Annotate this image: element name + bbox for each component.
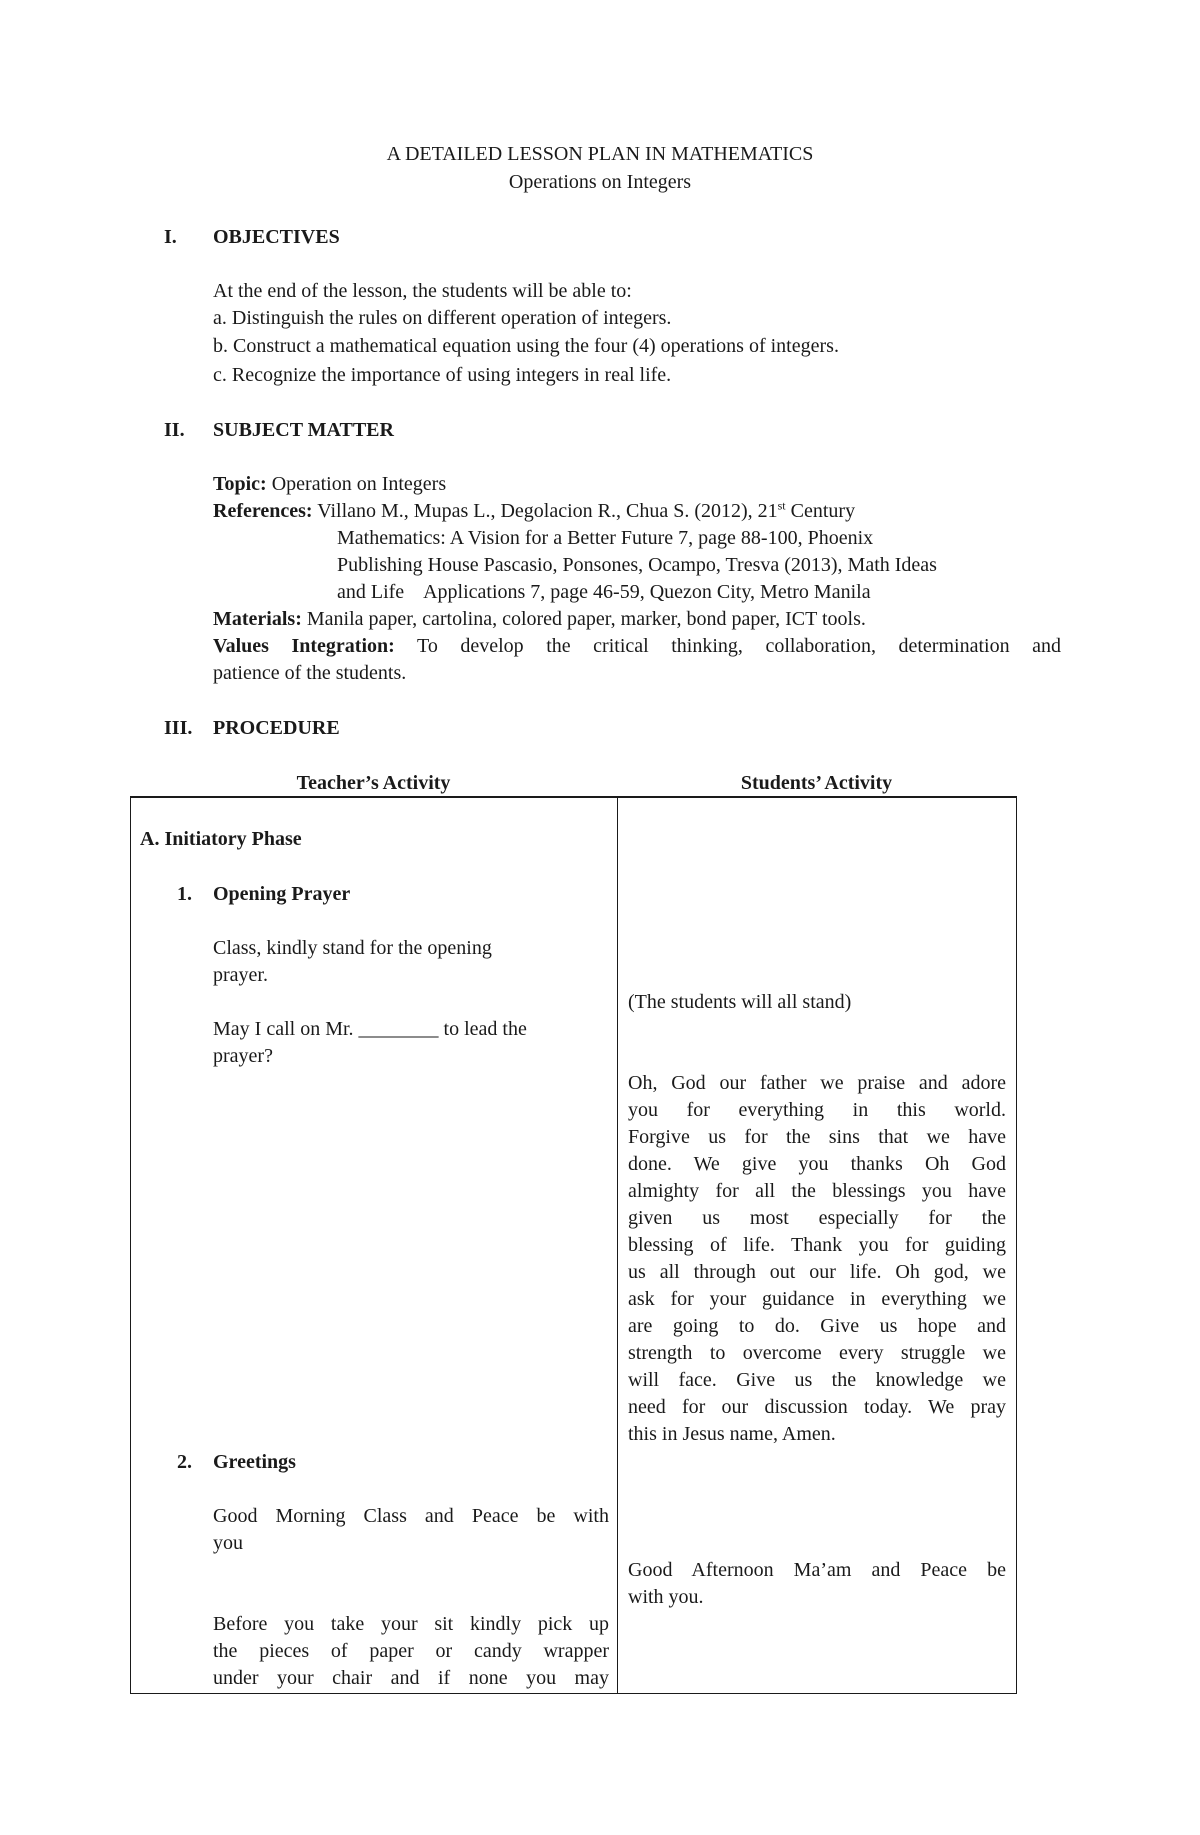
prayer-line: almighty for all the blessings you have [628, 1180, 1006, 1202]
objectives-intro: At the end of the lesson, the students will be able to: [213, 280, 632, 302]
objective-item-b: b. Construct a mathematical equation using the four (4) operations of integers. [213, 335, 839, 357]
references-text-1: Villano M., Mupas L., Degolacion R., Chua S. (2012), 21 [317, 500, 778, 522]
table-row [131, 797, 1017, 1694]
prayer-line: Oh, God our father we praise and adore [628, 1072, 1006, 1094]
prayer-line: strength to overcome every struggle we [628, 1342, 1006, 1364]
procedure-table [130, 796, 1017, 1694]
references-sup: st [777, 498, 786, 513]
references-after-sup: Century [785, 500, 856, 522]
subject-matter-number: II. [164, 419, 185, 441]
prayer-line: given us most especially for the [628, 1207, 1006, 1229]
references-line-2: Mathematics: A Vision for a Better Future 7, page 88-100, Phoenix [337, 527, 874, 549]
greeting-line-1: Good Morning Class and Peace be with [213, 1505, 609, 1527]
values-text-1: To develop the critical thinking, collaboration, determination and [417, 635, 1061, 657]
document-title: A DETAILED LESSON PLAN IN MATHEMATICS [386, 143, 814, 165]
prayer-line: Forgive us for the sins that we have [628, 1126, 1006, 1148]
call-instruction-2: prayer? [213, 1045, 273, 1067]
prayer-line: will face. Give us the knowledge we [628, 1369, 1006, 1391]
greeting-response-1: Good Afternoon Ma’am and Peace be [628, 1559, 1006, 1581]
students-stand-response: (The students will all stand) [628, 991, 852, 1013]
teacher-activity-header: Teacher’s Activity [296, 772, 451, 794]
materials-line [213, 606, 866, 633]
objectives-number: I. [164, 226, 177, 248]
references-line-1 [213, 498, 855, 525]
prayer-line: blessing of life. Thank you for guiding [628, 1234, 1006, 1256]
materials-label: Materials: [213, 608, 302, 630]
objectives-heading: OBJECTIVES [213, 226, 340, 248]
students-activity-cell [618, 797, 1017, 1694]
document-subtitle: Operations on Integers [508, 171, 692, 193]
references-line-3: Publishing House Pascasio, Ponsones, Ocampo, Tresva (2013), Math Ideas [337, 554, 937, 576]
greeting-response-2: with you. [628, 1586, 704, 1608]
prayer-line: ask for your guidance in everything we [628, 1288, 1006, 1310]
sit-instruction-2: the pieces of paper or candy wrapper [213, 1640, 609, 1662]
values-line-1 [213, 633, 1061, 660]
teacher-activity-cell [131, 797, 618, 1694]
prayer-line: this in Jesus name, Amen. [628, 1423, 836, 1445]
call-instruction-1: May I call on Mr. ________ to lead the [213, 1018, 527, 1040]
subject-matter-heading: SUBJECT MATTER [213, 419, 394, 441]
stand-instruction-1: Class, kindly stand for the opening [213, 937, 492, 959]
step-1-number: 1. [177, 883, 192, 905]
prayer-response [628, 1070, 1006, 1448]
topic-label: Topic: [213, 473, 267, 495]
step-1-title: Opening Prayer [213, 883, 351, 905]
step-2-title: Greetings [213, 1451, 296, 1473]
objective-item-a: a. Distinguish the rules on different operation of integers. [213, 307, 672, 329]
values-label: Values Integration: [213, 635, 395, 657]
prayer-line: us all through out our life. Oh god, we [628, 1261, 1006, 1283]
sit-instruction-1: Before you take your sit kindly pick up [213, 1613, 609, 1635]
prayer-line: are going to do. Give us hope and [628, 1315, 1006, 1337]
prayer-line: need for our discussion today. We pray [628, 1396, 1006, 1418]
greeting-line-2: you [213, 1532, 243, 1554]
students-activity-header: Students’ Activity [740, 772, 893, 794]
procedure-number: III. [164, 717, 193, 739]
topic-line [213, 471, 446, 498]
procedure-heading: PROCEDURE [213, 717, 340, 739]
sit-instruction-3: under your chair and if none you may [213, 1667, 609, 1689]
prayer-line: you for everything in this world. [628, 1099, 1006, 1121]
initiatory-phase-heading: A. Initiatory Phase [140, 828, 302, 850]
step-2-number: 2. [177, 1451, 192, 1473]
references-label: References: [213, 500, 313, 522]
references-line-4: and Life Applications 7, page 46-59, Quezon City, Metro Manila [337, 581, 871, 603]
materials-value: Manila paper, cartolina, colored paper, marker, bond paper, ICT tools. [306, 608, 866, 630]
stand-instruction-2: prayer. [213, 964, 268, 986]
values-line-2: patience of the students. [213, 662, 407, 684]
topic-value: Operation on Integers [271, 473, 447, 495]
prayer-line: done. We give you thanks Oh God [628, 1153, 1006, 1175]
objective-item-c: c. Recognize the importance of using integers in real life. [213, 364, 672, 386]
